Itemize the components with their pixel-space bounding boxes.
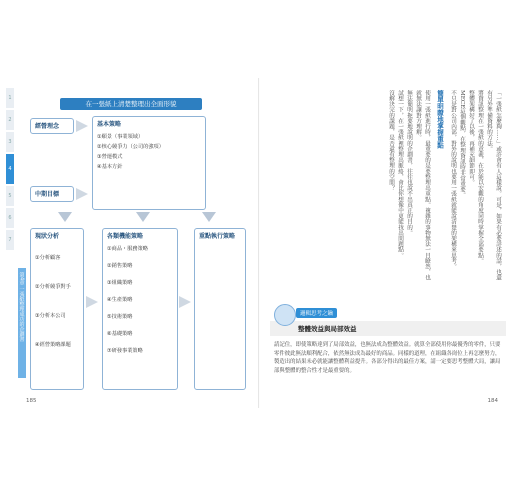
functional-item: ⑤技術策略 — [107, 314, 133, 320]
diagram-title: 在一張紙上清楚整理出全面形貌 — [60, 98, 202, 110]
key-measures-box — [194, 228, 246, 390]
arrow-right — [86, 296, 98, 308]
philosophy-label: 經營理念 — [35, 123, 60, 130]
body-paragraph: MECE這個觀點，在整理資訊時非常重要。 — [459, 90, 465, 198]
analysis-item: ③分析本公司 — [35, 313, 66, 319]
right-page — [260, 78, 514, 408]
basic-strategy-item: ④基本方針 — [97, 164, 123, 170]
book-spread — [6, 78, 514, 408]
key-measures-title: 重點執行策略 — [199, 233, 236, 240]
section-paragraph: 無法簡明扼要地說明的企劃書，往往也說不出真正的目的。 — [406, 90, 412, 236]
arrow-right — [76, 120, 88, 132]
philosophy-box — [30, 118, 74, 134]
chapter-tab: 7 — [6, 230, 14, 250]
functional-item: ②銷售策略 — [107, 263, 133, 269]
basic-strategy-item: ③營運模式 — [97, 154, 123, 160]
midterm-box — [30, 186, 74, 202]
section-paragraph: 使用一張紙進行時，最重要的是要整理出重點。複雜的事物無法一目瞭然，也就無法讓對方理解。 — [415, 90, 430, 281]
functional-item: ①商品・服務策略 — [107, 246, 148, 252]
analysis-box — [30, 228, 84, 390]
chapter-tab: 1 — [6, 88, 14, 108]
functional-strategy-box — [102, 228, 178, 390]
section-heading: 簡單明瞭地掌握重點 — [436, 90, 444, 149]
arrow-down — [58, 212, 72, 222]
section-paragraph: 試想一下，在一張紙裡整理出脈絡，會比你想像中更能找出問題點。 — [397, 90, 403, 258]
arrow-down — [136, 212, 150, 222]
analysis-item: ①分析顧客 — [35, 255, 61, 261]
arrow-right — [76, 188, 88, 200]
functional-item: ④生產策略 — [107, 297, 133, 303]
body-paragraph: 不只是對公司內部，對外的說明也要用一張紙就能說清楚的架構來思考。 — [450, 90, 456, 270]
basic-strategy-item: ①願景（事業領域） — [97, 134, 144, 140]
body-paragraph: 整體架構好了以後，再補充細節即可。 — [468, 90, 474, 186]
chapter-tab-active: 4 — [6, 154, 14, 184]
arrow-right — [179, 296, 191, 308]
functional-item: ⑥基礎策略 — [107, 331, 133, 337]
insight-tag: 邏輯思考之鑰 — [296, 308, 337, 318]
chapter-tab: 3 — [6, 132, 14, 152]
section-paragraph: 沒解決完的課題，是否還有整理的空間？ — [388, 90, 394, 191]
basic-strategy-item: ②核心競爭力（公司的強項） — [97, 144, 164, 150]
midterm-label: 中期目標 — [35, 191, 60, 198]
analysis-title: 現狀分析 — [35, 233, 60, 240]
functional-strategy-title: 各類機能策略 — [107, 233, 144, 240]
page-number: 185 — [26, 398, 37, 404]
page-number: 184 — [487, 398, 498, 404]
chapter-tab: 6 — [6, 208, 14, 228]
analysis-item: ④經營策略課題 — [35, 342, 71, 348]
insight-title: 整體效益與局部效益 — [270, 321, 506, 336]
chapter-tab: 2 — [6, 110, 14, 130]
body-paragraph: 「一張紙怎麼夠……」或許會有人這樣說。可是，如果有必要詳述的話，也還有另外準備資料的方法。 — [486, 90, 501, 281]
body-paragraph: 將資訊整理在一張紙的意義，在於能以宏觀的角度同時掌握全部要點。 — [477, 90, 483, 264]
analysis-item: ②分析競爭對手 — [35, 284, 71, 290]
left-page — [6, 78, 259, 408]
functional-item: ⑦研發事業策略 — [107, 348, 143, 354]
insight-box — [270, 300, 506, 400]
insight-icon — [274, 304, 296, 326]
insight-body: 請記住，即使策略達到了局部效益，也無法成為整體效益。就算全部使用你最優秀的零件，只要零件彼此無法順利配合，依然無法成為最好的商品。同樣的道理，在組織各崗位上再怎麼努力，製造出的結果未必就能讓整體利益提升。各部分得出的最佳方案，請一定要思考整體大局，讓局部與整體的整合性才是最重要的。 — [274, 342, 501, 374]
chapter-tab: 5 — [6, 186, 14, 206]
chapter-tabs — [6, 88, 16, 252]
vertical-body-text — [386, 90, 502, 285]
chapter-strip-label: 第4章 一張紙整理成功的企劃書 — [18, 272, 25, 342]
basic-strategy-title: 基本策略 — [97, 121, 122, 128]
chapter-strip — [18, 268, 26, 378]
arrow-down — [202, 212, 216, 222]
functional-item: ③組織策略 — [107, 280, 133, 286]
basic-strategy-box — [92, 116, 206, 210]
